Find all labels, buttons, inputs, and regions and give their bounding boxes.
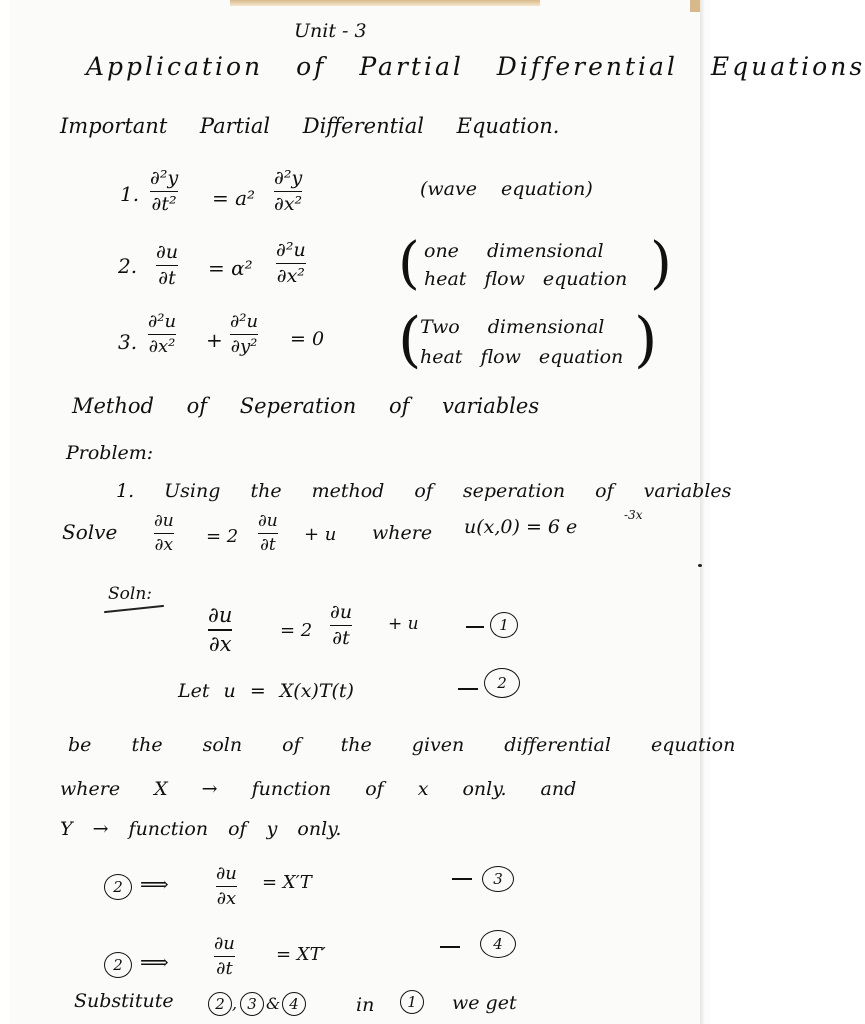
equation-ref-2: 2 [104,952,132,978]
page-top-strip [230,0,540,6]
equation-1-lhs [150,168,178,215]
explanation-line-3: Y → function of y only. [60,818,342,840]
fraction-bar [208,629,232,631]
explanation-line-2: where X → function of x only. and [60,778,577,800]
separator-and: & [266,994,281,1013]
step1-tail: + u [388,614,419,634]
equation-2-label-line1: one dimensional [424,240,604,262]
problem-solve-word: Solve [62,520,118,544]
equation-3-lhs-numerator: ∂²u [148,311,177,332]
ref-1: 1 [400,990,424,1014]
equation-3-label-line1: Two dimensional [420,316,605,338]
method-title: Method of Seperation of variables [72,394,540,418]
equation-2-lhs-denominator: ∂t [158,267,176,290]
step1-rhs-numerator: ∂u [330,601,353,623]
equation-1-lhs-numerator: ∂²y [150,167,179,189]
equation-dash [440,946,460,948]
page-edge [700,0,706,1024]
equation-tag-1: 1 [490,612,518,638]
ink-mark [698,564,702,567]
step3-rhs: = X′T [262,872,312,893]
problem-lhs-denominator: ∂x [154,535,174,556]
fraction-bar [214,956,235,958]
step4-rhs: = XT′ [276,944,326,965]
step3-denominator: ∂x [216,888,237,910]
equation-1-label: (wave equation) [420,178,593,200]
equation-3-lhs-denominator: ∂x² [148,336,176,358]
problem-statement: 1. Using the method of seperation of variables [116,480,732,502]
ref-3: 3 [240,992,264,1016]
problem-rhs-denominator: ∂t [260,535,276,556]
separator-comma: , [232,994,238,1013]
problem-condition: u(x,0) = 6 e [464,516,578,538]
explanation-line-1: be the soln of the given differential equation [68,734,736,756]
fraction-bar [216,886,237,888]
equation-3-rhs [230,312,258,357]
equation-3-number: 3. [118,330,138,354]
left-bracket: ( [398,305,422,375]
right-bracket: ) [650,231,672,296]
equation-1-rhs [274,168,302,215]
problem-label: Problem: [66,442,154,464]
equation-tag-3: 3 [482,866,514,892]
left-bracket: ( [398,231,420,296]
problem-rhs-numerator: ∂u [258,511,278,531]
equation-1-lhs-denominator: ∂t² [151,193,177,216]
heading: Application of Partial Differential Equations [86,52,865,81]
step1-lhs [208,604,232,656]
step3-numerator: ∂u [216,863,237,884]
equation-2-lhs [156,242,178,289]
equation-3-rhs-denominator: ∂y² [230,336,258,358]
equation-1-operator: = a² [212,186,256,210]
ref-2: 2 [208,992,232,1016]
equation-3-lhs [148,312,176,357]
ref-4: 4 [282,992,306,1016]
step1-mid: = 2 [280,620,313,641]
subheading: Important Partial Differential Equation. [60,114,560,138]
implies-arrow: ⟹ [140,950,169,974]
equation-2-lhs-numerator: ∂u [156,241,179,263]
equation-1-rhs-numerator: ∂²y [274,167,303,189]
step4-numerator: ∂u [214,933,235,954]
step4-lhs [214,934,235,979]
equation-2-label-line2: heat flow equation [424,268,628,290]
equation-2-operator: = α² [208,256,253,280]
problem-lhs [154,512,174,555]
fraction-bar [274,191,302,193]
substitute-word: Substitute [74,990,174,1012]
equation-tag-4: 4 [480,930,516,958]
equation-2-rhs-numerator: ∂²u [276,239,306,261]
notebook-page [10,0,710,1024]
in-word: in [356,994,375,1016]
equation-3-rhs-tail: = 0 [290,328,325,350]
step1-lhs-numerator: ∂u [208,603,233,627]
fraction-bar [258,533,278,535]
implies-arrow: ⟹ [140,872,169,896]
equation-2-rhs-denominator: ∂x² [276,265,305,288]
equation-ref-2: 2 [104,874,132,900]
step4-denominator: ∂t [216,958,233,980]
page-title: Unit - 3 [294,20,367,42]
equation-3-label-line2: heat flow equation [420,346,624,368]
problem-mid: = 2 [206,526,239,547]
fraction-bar [154,533,174,535]
fraction-bar [148,334,176,336]
problem-lhs-numerator: ∂u [154,511,174,531]
problem-where: where [372,522,433,544]
equation-dash [452,878,472,880]
we-get: we get [452,992,517,1014]
equation-1-rhs-denominator: ∂x² [274,193,303,216]
soln-label: Soln: [108,584,152,604]
problem-rhs [258,512,278,555]
fraction-bar [230,334,258,336]
fraction-bar [156,265,178,267]
step2-text: Let u = X(x)T(t) [178,680,354,702]
fraction-bar [276,263,306,265]
problem-exponent: -3x [624,508,643,522]
fraction-bar [330,625,352,627]
equation-2-rhs [276,240,306,287]
equation-3-operator: + [206,328,223,352]
equation-2-number: 2. [118,254,138,278]
equation-dash [466,626,484,628]
fraction-bar [150,191,178,193]
problem-tail: + u [304,524,337,545]
step1-lhs-denominator: ∂x [208,631,232,656]
step1-rhs-denominator: ∂t [332,627,350,650]
step1-rhs [330,602,352,649]
right-bracket: ) [634,305,658,375]
equation-tag-2: 2 [484,668,520,698]
step3-lhs [216,864,237,909]
equation-3-rhs-numerator: ∂²u [230,311,259,332]
equation-1-number: 1. [120,182,140,206]
equation-dash [458,688,478,690]
